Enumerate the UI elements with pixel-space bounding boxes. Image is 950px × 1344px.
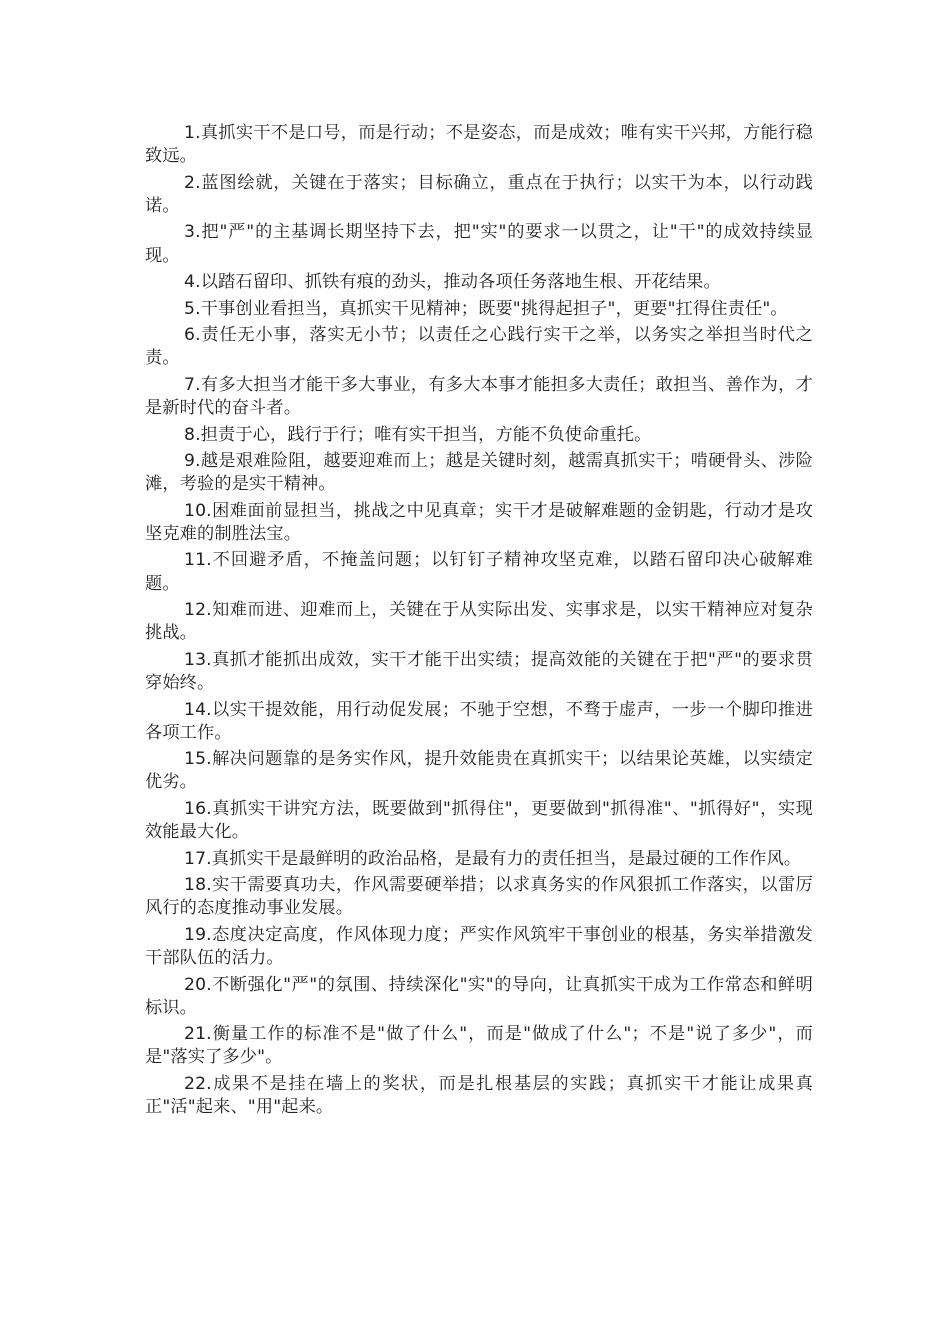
paragraph-8: 8.担责于心，践行于行；唯有实干担当，方能不负使命重托。 — [184, 424, 652, 445]
paragraph-2: 2.蓝图绘就，关键在于落实；目标确立，重点在于执行；以实干为本，以行动践诺。 — [145, 172, 813, 216]
paragraph-20: 20.不断强化"严"的氛围、持续深化"实"的导向，让真抓实干成为工作常态和鲜明标识。 — [145, 974, 813, 1018]
paragraph-21: 21.衡量工作的标准不是"做了什么"，而是"做成了什么"；不是"说了多少"，而是"落实了多少"。 — [145, 1024, 813, 1068]
paragraph-12: 12.知难而进、迎难而上，关键在于从实际出发、实事求是，以实干精神应对复杂挑战。 — [145, 600, 813, 644]
paragraph-7: 7.有多大担当才能干多大事业，有多大本事才能担多大责任；敢担当、善作为，才是新时代的奋斗者。 — [145, 374, 813, 419]
paragraph-3: 3.把"严"的主基调长期坚持下去，把"实"的要求一以贯之，让"干"的成效持续显现。 — [145, 222, 813, 266]
paragraph-15: 15.解决问题靠的是务实作风，提升效能贵在真抓实干；以结果论英雄，以实绩定优劣。 — [145, 749, 813, 793]
paragraph-4: 4.以踏石留印、抓铁有痕的劲头，推动各项任务落地生根、开花结果。 — [184, 272, 721, 293]
paragraph-19: 19.态度决定高度，作风体现力度；严实作风筑牢干事创业的根基，务实举措激发干部队伍的活力。 — [145, 924, 813, 969]
paragraph-16: 16.真抓实干讲究方法，既要做到"抓得住"，更要做到"抓得准"、"抓得好"，实现效能最大化。 — [145, 798, 813, 843]
paragraph-22: 22.成果不是挂在墙上的奖状，而是扎根基层的实践；真抓实干才能让成果真正"活"起来、"用"起来。 — [145, 1073, 813, 1118]
paragraph-10: 10.困难面前显担当，挑战之中见真章；实干才是破解难题的金钥匙，行动才是攻坚克难的制胜法宝。 — [145, 500, 813, 544]
paragraph-17: 17.真抓实干是最鲜明的政治品格，是最有力的责任担当，是最过硬的工作作风。 — [184, 848, 802, 869]
document-body — [145, 122, 813, 1123]
paragraph-5: 5.干事创业看担当，真抓实干见精神；既要"挑得起担子"，更要"扛得住责任"。 — [184, 298, 788, 319]
paragraph-6: 6.责任无小事，落实无小节；以责任之心践行实干之举，以务实之举担当时代之责。 — [145, 325, 813, 369]
paragraph-11: 11.不回避矛盾，不掩盖问题；以钉钉子精神攻坚克难，以踏石留印决心破解难题。 — [145, 550, 813, 594]
paragraph-9: 9.越是艰难险阻，越要迎难而上；越是关键时刻，越需真抓实干；啃硬骨头、涉险滩，考验的是实干精神。 — [145, 451, 813, 495]
paragraph-13: 13.真抓才能抓出成效，实干才能干出实绩；提高效能的关键在于把"严"的要求贯穿始终。 — [145, 649, 813, 694]
paragraph-14: 14.以实干提效能，用行动促发展；不驰于空想，不骛于虚声，一步一个脚印推进各项工作。 — [145, 699, 813, 743]
paragraph-1: 1.真抓实干不是口号，而是行动；不是姿态，而是成效；唯有实干兴邦，方能行稳致远。 — [145, 123, 813, 167]
paragraph-18: 18.实干需要真功夫，作风需要硬举措；以求真务实的作风狠抓工作落实，以雷厉风行的态度推动事业发展。 — [145, 875, 813, 919]
